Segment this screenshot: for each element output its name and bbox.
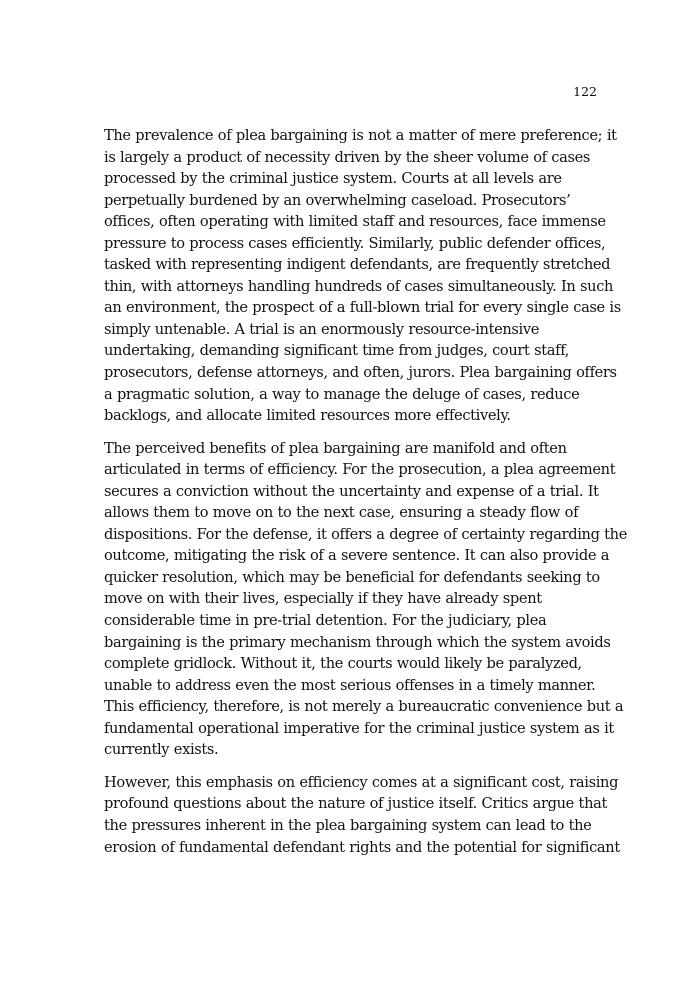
text-line: quicker resolution, which may be beneficial for defendants seeking to <box>104 568 600 586</box>
text-line: pressure to process cases efficiently. Similarly, public defender offices, <box>104 234 606 252</box>
paragraph <box>104 125 621 427</box>
text-line: undertaking, demanding significant time from judges, court staff, <box>104 342 570 360</box>
text-line: The prevalence of plea bargaining is not a matter of mere preference; it <box>104 127 617 144</box>
text-line: outcome, mitigating the risk of a severe sentence. It can also provide a <box>104 547 610 565</box>
text-line: fundamental operational imperative for the criminal justice system as it <box>104 719 614 737</box>
text-line: complete gridlock. Without it, the courts would likely be paralyzed, <box>104 655 582 673</box>
paragraph <box>104 772 620 858</box>
text-line: tasked with representing indigent defendants, are frequently stretched <box>104 256 611 274</box>
text-line: thin, with attorneys handling hundreds of cases simultaneously. In such <box>104 277 614 295</box>
text-line: The perceived benefits of plea bargaining are manifold and often <box>104 439 567 457</box>
text-line: allows them to move on to the next case, ensuring a steady flow of <box>104 504 579 522</box>
text-line: prosecutors, defense attorneys, and often, jurors. Plea bargaining offers <box>104 364 617 382</box>
text-line: offices, often operating with limited staff and resources, face immense <box>104 213 606 231</box>
page-number: 122 <box>573 84 597 99</box>
text-line: considerable time in pre-trial detention. For the judiciary, plea <box>104 612 547 630</box>
text-line: articulated in terms of efficiency. For the prosecution, a plea agreement <box>104 461 616 479</box>
text-line: backlogs, and allocate limited resources more effectively. <box>104 407 511 425</box>
text-line: profound questions about the nature of justice itself. Critics argue that <box>104 795 607 813</box>
text-line: dispositions. For the defense, it offers a degree of certainty regarding the <box>104 525 628 543</box>
body-text <box>104 125 628 869</box>
text-line: processed by the criminal justice system. Courts at all levels are <box>104 170 562 188</box>
paragraph <box>104 438 628 761</box>
text-line: bargaining is the primary mechanism through which the system avoids <box>104 633 611 651</box>
text-line: simply untenable. A trial is an enormously resource-intensive <box>104 320 540 338</box>
text-line: an environment, the prospect of a full-blown trial for every single case is <box>104 299 621 317</box>
text-line: However, this emphasis on efficiency comes at a significant cost, raising <box>104 773 619 791</box>
text-line: secures a conviction without the uncertainty and expense of a trial. It <box>104 482 599 500</box>
text-line: a pragmatic solution, a way to manage the deluge of cases, reduce <box>104 385 580 403</box>
text-line: is largely a product of necessity driven by the sheer volume of cases <box>104 148 591 166</box>
text-line: currently exists. <box>104 741 219 759</box>
text-line: unable to address even the most serious offenses in a timely manner. <box>104 676 596 694</box>
text-line: perpetually burdened by an overwhelming caseload. Prosecutors’ <box>104 191 571 209</box>
text-line: erosion of fundamental defendant rights and the potential for significant <box>104 838 620 856</box>
text-line: move on with their lives, especially if they have already spent <box>104 590 542 608</box>
text-line: the pressures inherent in the plea bargaining system can lead to the <box>104 816 592 834</box>
text-line: This efficiency, therefore, is not merely a bureaucratic convenience but a <box>104 698 624 716</box>
